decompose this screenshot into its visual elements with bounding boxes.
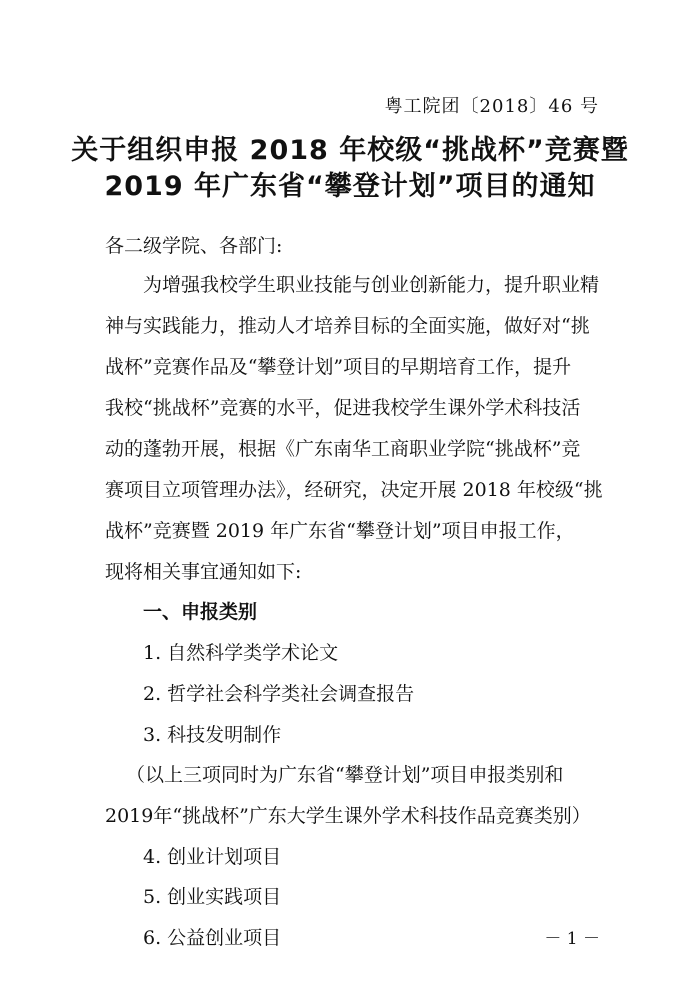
list-item: 4. 创业计划项目 [143,846,282,868]
paragraph-line: 动的蓬勃开展，根据《广东南华工商职业学院“挑战杯”竞 [105,438,581,460]
list-item: 5. 创业实践项目 [143,886,282,908]
list-item: 6. 公益创业项目 [143,927,282,949]
list-item: 3. 科技发明制作 [143,724,282,746]
page-number: － 1 － [544,929,600,949]
paragraph-line: 战杯”竞赛暨 2019 年广东省“攀登计划”项目申报工作， [105,520,575,542]
paragraph-line: 我校“挑战杯”竞赛的水平，促进我校学生课外学术科技活 [105,397,581,419]
paragraph-line: 现将相关事宜通知如下: [105,561,302,583]
paragraph-line: 战杯”竞赛作品及“攀登计划”项目的早期培育工作，提升 [105,356,572,378]
note-line: 2019年“挑战杯”广东大学生课外学术科技作品竞赛类别） [105,805,591,827]
document-number: 粤工院团〔2018〕46 号 [384,96,599,117]
document-title-line-2: 2019 年广东省“攀登计划”项目的通知 [104,171,596,202]
salutation: 各二级学院、各部门: [105,235,283,257]
paragraph-line: 为增强我校学生职业技能与创业创新能力，提升职业精 [143,274,600,296]
list-item: 1. 自然科学类学术论文 [143,642,339,664]
paragraph-line: 赛项目立项管理办法》，经研究，决定开展 2018 年校级“挑 [105,479,603,501]
paragraph-line: 神与实践能力，推动人才培养目标的全面实施，做好对“挑 [105,315,590,337]
list-item: 2. 哲学社会科学类社会调查报告 [143,683,415,705]
section-heading-categories: 一、申报类别 [143,601,258,623]
note-line: （以上三项同时为广东省“攀登计划”项目申报类别和 [126,764,564,786]
document-title-line-1: 关于组织申报 2018 年校级“挑战杯”竞赛暨 [71,135,629,166]
